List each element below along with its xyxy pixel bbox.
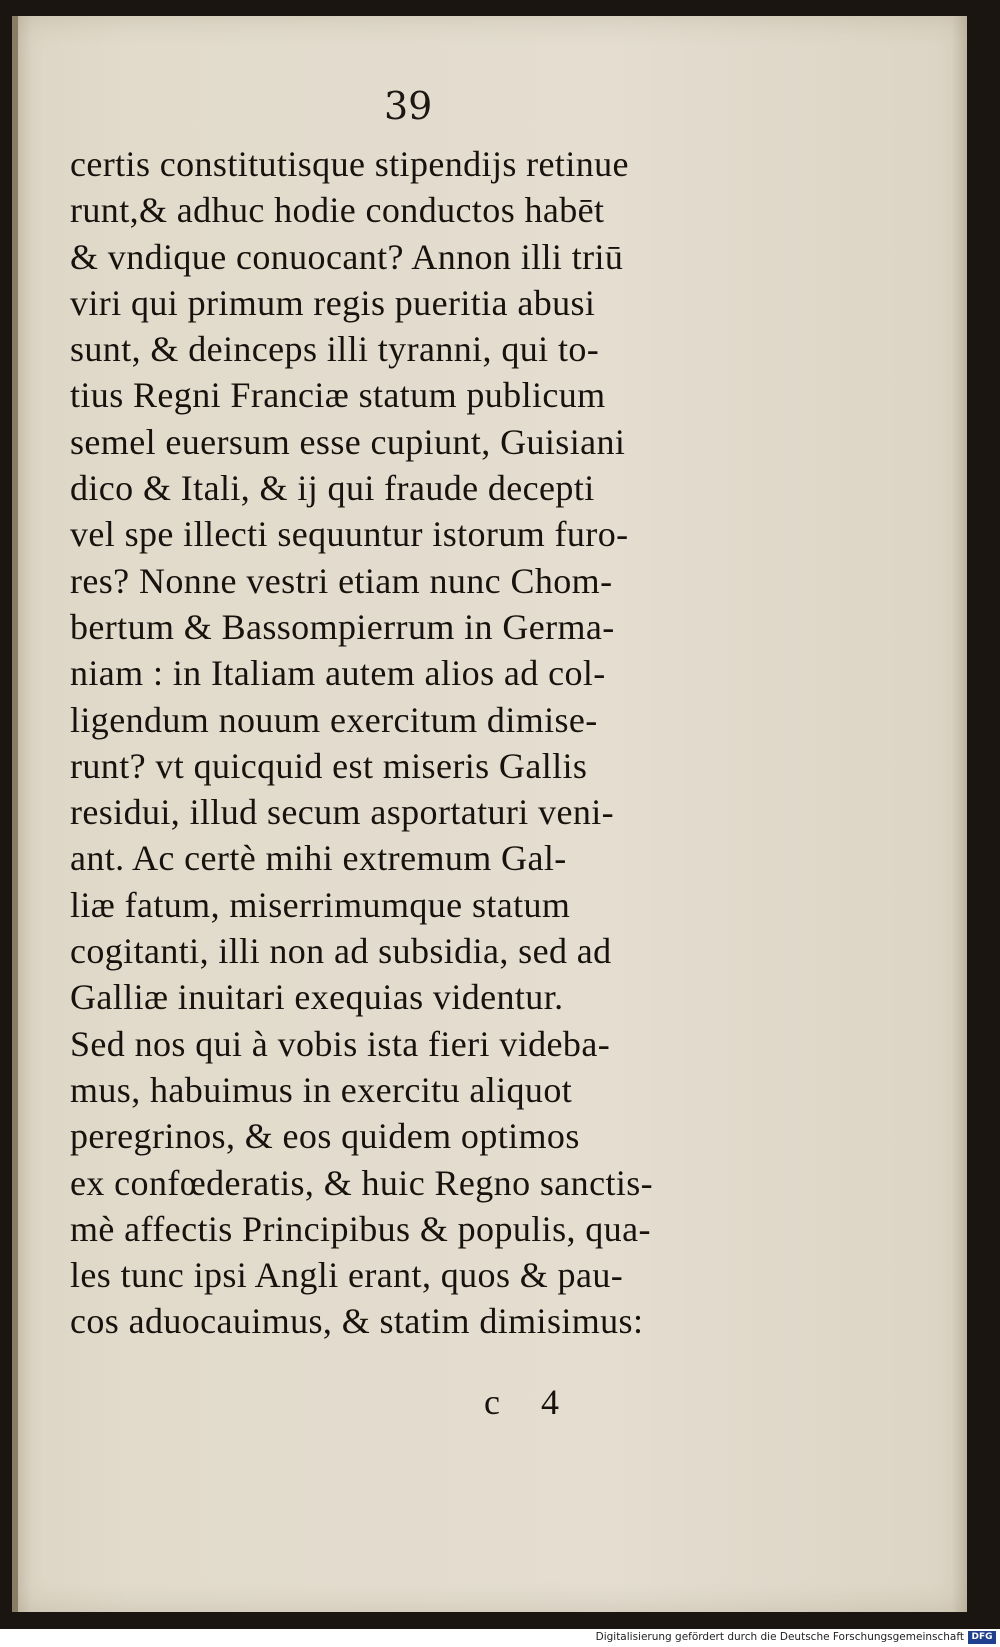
- text-line: runt,& adhuc hodie conductos habēt: [70, 190, 605, 231]
- text-line: mus, habuimus in exercitu aliquot: [70, 1069, 573, 1110]
- text-line: cos aduocauimus, & statim dimisimus:: [70, 1301, 644, 1342]
- page-number: 39: [384, 84, 433, 128]
- text-line: vel spe illecti sequuntur istorum furo-: [70, 514, 629, 555]
- text-line: Galliæ inuitari exequias videntur.: [70, 977, 564, 1018]
- text-line: sunt, & deinceps illi tyranni, qui to-: [70, 329, 600, 370]
- text-line: les tunc ipsi Angli erant, quos & pau-: [70, 1255, 624, 1296]
- text-line: ant. Ac certè mihi extremum Gal-: [70, 838, 567, 879]
- page-text: [70, 141, 770, 1345]
- text-line: residui, illud secum asportaturi veni-: [70, 792, 615, 833]
- footer-bar: [0, 1629, 1000, 1647]
- text-line: peregrinos, & eos quidem optimos: [70, 1116, 580, 1157]
- signature-mark: c 4: [484, 1382, 575, 1422]
- funding-credit: Digitalisierung gefördert durch die Deutsche Forschungsgemeinschaft: [595, 1631, 964, 1643]
- text-line: liæ fatum, miserrimumque statum: [70, 884, 571, 925]
- text-line: viri qui primum regis pueritia abusi: [70, 282, 596, 323]
- book-page: [12, 16, 967, 1612]
- text-line: cogitanti, illi non ad subsidia, sed ad: [70, 931, 612, 972]
- page-binding-edge: [12, 16, 18, 1612]
- dfg-logo: DFG: [968, 1631, 996, 1644]
- text-line: runt? vt quicquid est miseris Gallis: [70, 745, 588, 786]
- text-line: niam : in Italiam autem alios ad col-: [70, 653, 606, 694]
- text-line: semel euersum esse cupiunt, Guisiani: [70, 421, 626, 462]
- text-line: Sed nos qui à vobis ista fieri videba-: [70, 1023, 611, 1064]
- text-line: & vndique conuocant? Annon illi triū: [70, 236, 624, 277]
- text-line: tius Regni Franciæ statum publicum: [70, 375, 606, 416]
- text-line: res? Nonne vestri etiam nunc Chom-: [70, 560, 613, 601]
- text-line: dico & Itali, & ij qui fraude decepti: [70, 468, 595, 509]
- text-line: bertum & Bassompierrum in Germa-: [70, 606, 615, 647]
- text-line: ligendum nouum exercitum dimise-: [70, 699, 598, 740]
- text-line: mè affectis Principibus & populis, qua-: [70, 1208, 651, 1249]
- text-line: certis constitutisque stipendijs retinue: [70, 144, 629, 184]
- text-line: ex confœderatis, & huic Regno sanctis-: [70, 1162, 654, 1203]
